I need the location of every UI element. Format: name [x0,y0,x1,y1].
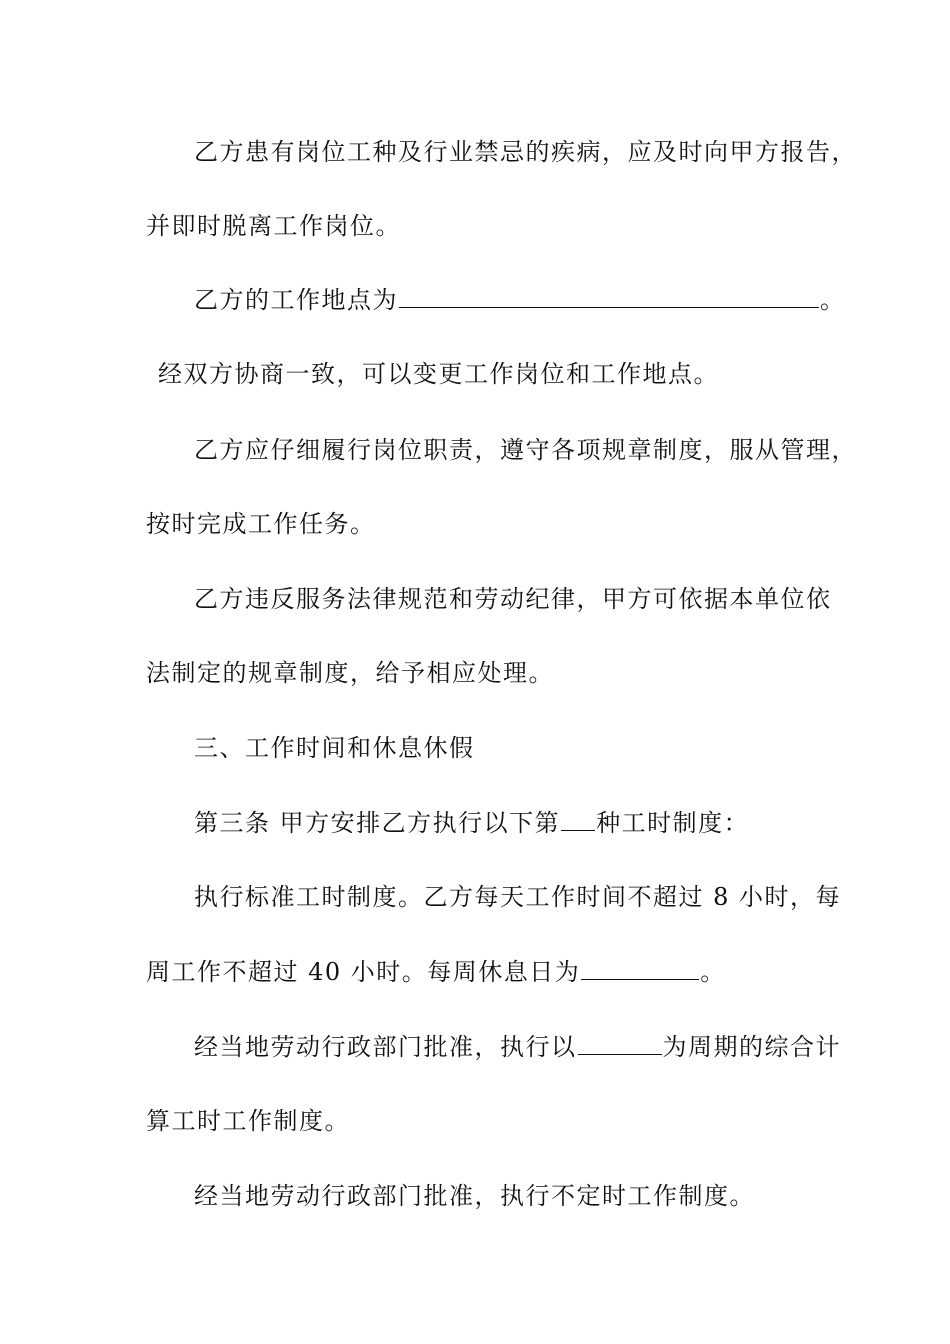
paragraph-line [194,1181,884,1211]
line-text: 。 [700,958,726,986]
paragraph-line [146,1106,836,1136]
line-text: 乙方的工作地点为 [194,286,398,314]
line-text: 种工时制度： [596,809,750,837]
heading-text: 三、工作时间和休息休假 [194,734,475,762]
rest-day-line [146,957,836,987]
paragraph-line [194,435,884,465]
line-text: 算工时工作制度。 [146,1107,350,1135]
paragraph-line [146,509,836,539]
work-location-blank[interactable] [399,285,819,308]
line-text: 执行标准工时制度。乙方每天工作时间不超过 8 小时，每 [194,883,842,911]
paragraph-line [146,658,836,688]
period-line [194,1032,884,1062]
article-line [194,808,884,838]
paragraph-line [194,882,884,912]
line-text: 经双方协商一致，可以变更工作岗位和工作地点。 [158,360,719,388]
line-text: 乙方应仔细履行岗位职责，遵守各项规章制度，服从管理， [194,436,857,464]
line-text: 法制定的规章制度，给予相应处理。 [146,659,554,687]
line-text: 乙方患有岗位工种及行业禁忌的疾病，应及时向甲方报告， [194,138,857,166]
line-text: 为周期的综合计 [662,1033,841,1061]
paragraph-line [146,211,836,241]
line-text: 周工作不超过 40 小时。每周休息日为 [146,958,581,986]
paragraph-line [194,584,884,614]
paragraph-line [158,359,848,389]
line-text: 按时完成工作任务。 [146,510,376,538]
rest-day-blank[interactable] [581,957,699,980]
line-text: 乙方违反服务法律规范和劳动纪律，甲方可依据本单位依 [194,585,832,613]
line-text: 。 [820,286,846,314]
work-hour-system-blank[interactable] [561,808,595,831]
work-location-line [194,285,884,315]
line-text: 经当地劳动行政部门批准，执行不定时工作制度。 [194,1182,755,1210]
line-text: 并即时脱离工作岗位。 [146,212,401,240]
section-heading [194,733,884,763]
line-text: 经当地劳动行政部门批准，执行以 [194,1033,577,1061]
period-blank[interactable] [578,1032,662,1055]
paragraph-line [194,137,884,167]
line-text: 第三条 甲方安排乙方执行以下第 [194,809,561,837]
